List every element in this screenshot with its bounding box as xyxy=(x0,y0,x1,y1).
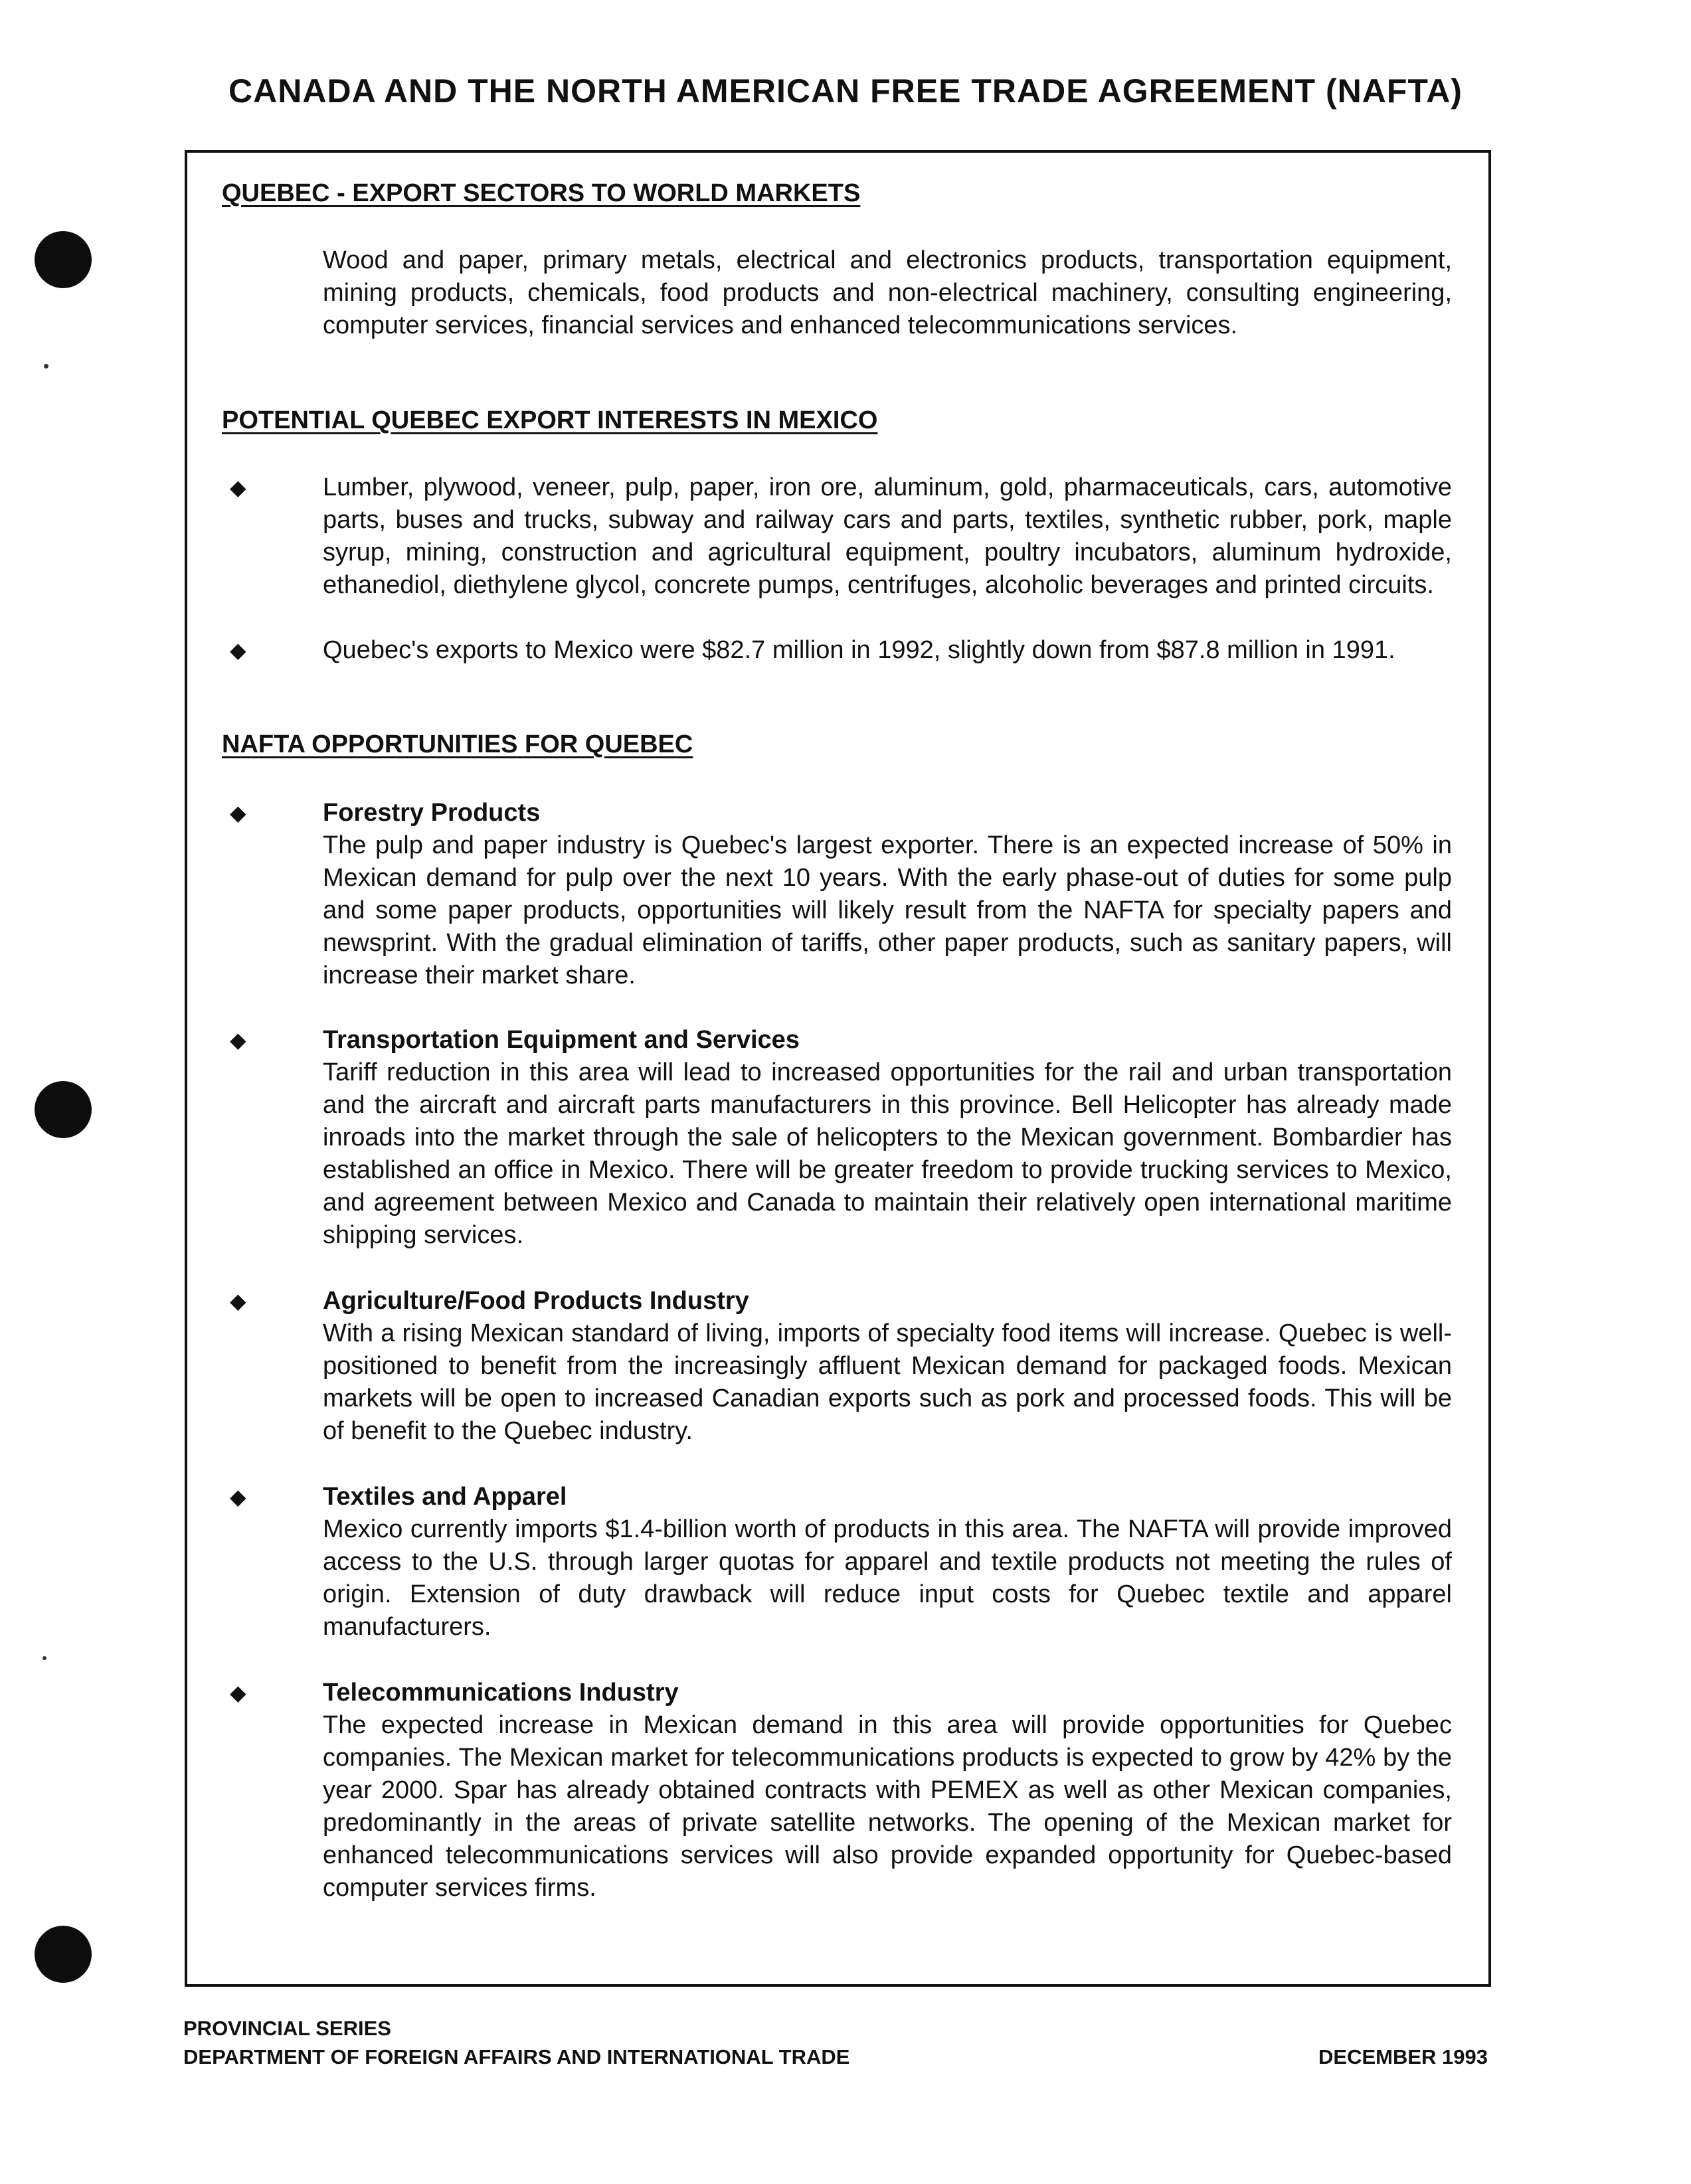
opportunity-agriculture xyxy=(323,1285,1452,1448)
punch-hole-middle xyxy=(35,1081,92,1138)
heading-export-sectors: QUEBEC - EXPORT SECTORS TO WORLD MARKETS xyxy=(222,179,861,207)
bullet-icon: ◆ xyxy=(230,1289,246,1313)
heading-opportunities: NAFTA OPPORTUNITIES FOR QUEBEC xyxy=(222,730,693,758)
footer-date: DECEMBER 1993 xyxy=(1318,2045,1488,2068)
export-sectors-text: Wood and paper, primary metals, electrical and electronics products, transportation equipment, mining products, chemicals, food products and non-electrical machinery, consulting engineering, computer services, financial services and enhanced telecommunications services. xyxy=(323,246,1452,339)
export-interests-figures: Quebec's exports to Mexico were $82.7 million in 1992, slightly down from $87.8 million in 1991. xyxy=(323,636,1395,664)
punch-hole-top xyxy=(35,231,92,288)
bullet-icon: ◆ xyxy=(230,1028,246,1052)
opportunity-text: The pulp and paper industry is Quebec's largest exporter. There is an expected increase of 50% in Mexican demand for pulp over the next 10 years. With the early phase-out of duties for some pulp and some paper products, opportunities will likely result from the NAFTA for specialty papers and newsprint. With the gradual elimination of tariffs, other paper products, such as sanitary papers, will increase their market share. xyxy=(323,831,1452,989)
opportunity-title: Textiles and Apparel xyxy=(323,1483,567,1511)
export-interests-products: Lumber, plywood, veneer, pulp, paper, iron ore, aluminum, gold, pharmaceuticals, cars, automotive parts, buses and trucks, subway and railway cars and parts, textiles, synthetic rubber, pork, maple syrup, mining, construction and agricultural equipment, poultry incubators, aluminum hydroxide, ethanediol, diethylene glycol, concrete pumps, centrifuges, alcoholic beverages and printed circuits. xyxy=(323,473,1452,599)
bullet-icon: ◆ xyxy=(230,1681,246,1705)
scan-speck xyxy=(44,364,48,369)
footer-series: PROVINCIAL SERIES xyxy=(183,2017,391,2040)
opportunity-telecom xyxy=(323,1677,1452,1904)
bullet-icon: ◆ xyxy=(230,1485,246,1509)
opportunity-title: Agriculture/Food Products Industry xyxy=(323,1287,749,1315)
opportunity-title: Telecommunications Industry xyxy=(323,1679,679,1707)
punch-hole-bottom xyxy=(35,1926,92,1983)
bullet-icon: ◆ xyxy=(230,475,246,499)
opportunity-textiles xyxy=(323,1481,1452,1643)
bullet-icon: ◆ xyxy=(230,801,246,825)
document-title: CANADA AND THE NORTH AMERICAN FREE TRADE AGREEMENT (NAFTA) xyxy=(228,72,1463,110)
opportunity-title: Forestry Products xyxy=(323,799,541,827)
opportunity-transportation xyxy=(323,1024,1452,1252)
opportunity-text: Tariff reduction in this area will lead to increased opportunities for the rail and urban transportation and the aircraft and aircraft parts manufacturers in this province. Bell Helicopter has already made inroads into the market through the sale of helicopters to the Mexican government. Bombardier has established an office in Mexico. There will be greater freedom to provide trucking services to Mexico, and agreement between Mexico and Canada to maintain their relatively open international maritime shipping services. xyxy=(323,1058,1452,1249)
opportunity-text: With a rising Mexican standard of living, imports of specialty food items will increase. Quebec is well-positioned to benefit from the increasingly affluent Mexican demand for packaged foods. Mexican markets will be open to increased Canadian exports such as pork and processed foods. This will be of benefit to the Quebec industry. xyxy=(323,1319,1452,1445)
scan-speck xyxy=(43,1656,46,1660)
opportunity-text: Mexico currently imports $1.4-billion worth of products in this area. The NAFTA will provide improved access to the U.S. through larger quotas for apparel and textile products not meeting the rules of origin. Extension of duty drawback will reduce input costs for Quebec textile and apparel manufacturers. xyxy=(323,1515,1452,1641)
heading-export-interests: POTENTIAL QUEBEC EXPORT INTERESTS IN MEXICO xyxy=(222,406,878,434)
footer-department: DEPARTMENT OF FOREIGN AFFAIRS AND INTERNATIONAL TRADE xyxy=(183,2045,850,2068)
opportunity-title: Transportation Equipment and Services xyxy=(323,1026,800,1054)
bullet-icon: ◆ xyxy=(230,638,246,662)
opportunity-forestry xyxy=(323,797,1452,992)
opportunity-text: The expected increase in Mexican demand in this area will provide opportunities for Quebec companies. The Mexican market for telecommunications products is expected to grow by 42% by the year 2000. Spar has already obtained contracts with PEMEX as well as other Mexican companies, predominantly in the areas of private satellite networks. The opening of the Mexican market for enhanced telecommunications services will also provide expanded opportunity for Quebec-based computer services firms. xyxy=(323,1711,1452,1902)
